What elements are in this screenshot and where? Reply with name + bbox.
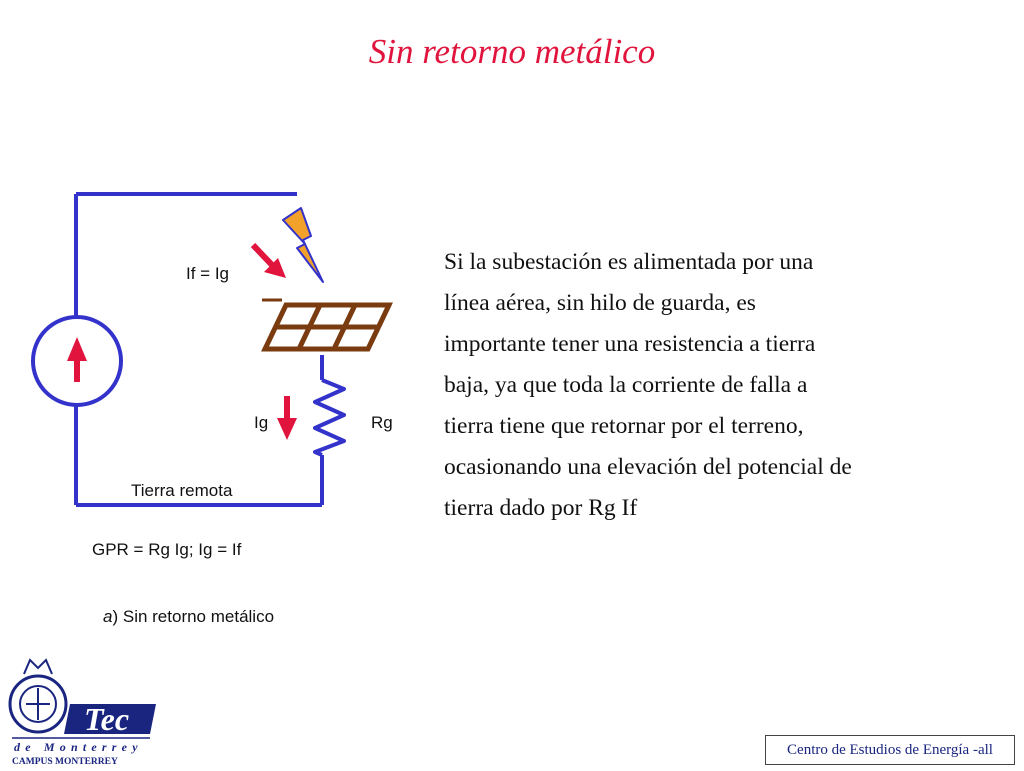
- figure-caption: [103, 607, 274, 627]
- grounding-grid: [265, 305, 389, 349]
- ground-resistance-label: Rg: [371, 413, 393, 432]
- fault-current-arrow-shaft: [253, 245, 272, 265]
- logo-graphic: [4, 652, 174, 766]
- caption-text: ) Sin retorno metálico: [112, 607, 275, 626]
- explanation-paragraph: [444, 242, 964, 529]
- body-line: tierra dado por Rg If: [444, 495, 638, 521]
- body-line: ocasionando una elevación del potencial de: [444, 454, 852, 480]
- logo-subtitle: de Monterrey: [14, 740, 143, 754]
- body-line: importante tener una resistencia a tierra: [444, 331, 816, 357]
- body-line: Si la subestación es alimentada por una: [444, 249, 814, 275]
- logo-campus: CAMPUS MONTERREY: [12, 757, 118, 766]
- body-line: tierra tiene que retornar por el terreno,: [444, 413, 804, 439]
- logo-wordmark: Tec: [84, 701, 130, 737]
- body-line: línea aérea, sin hilo de guarda, es: [444, 290, 756, 316]
- fault-current-label: If = Ig: [186, 264, 229, 283]
- remote-earth-label: Tierra remota: [131, 481, 233, 500]
- footer-caption: Centro de Estudios de Energía -all: [765, 735, 1015, 765]
- ground-resistor: [315, 380, 344, 455]
- caption-prefix: a: [103, 607, 113, 626]
- gpr-formula: GPR = Rg Ig; Ig = If: [92, 540, 242, 559]
- tec-monterrey-logo: [4, 652, 174, 771]
- body-line: baja, ya que toda la corriente de falla a: [444, 372, 808, 398]
- ground-current-label: Ig: [254, 413, 269, 432]
- slide-title: Sin retorno metálico: [368, 32, 656, 71]
- lightning-icon: [283, 208, 323, 282]
- ground-current-arrow-head: [277, 418, 297, 440]
